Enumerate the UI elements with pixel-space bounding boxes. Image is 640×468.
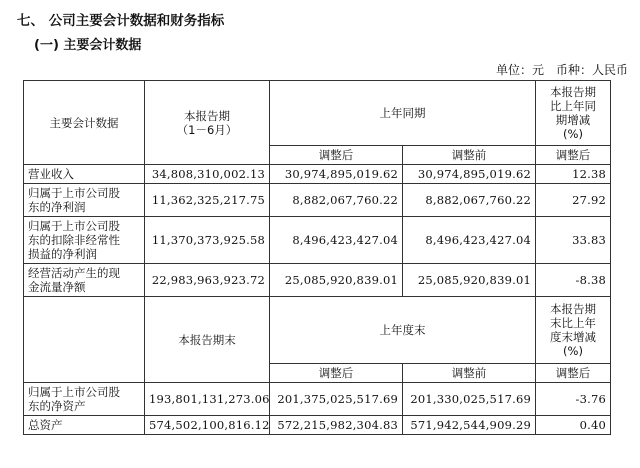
current-value: 574,502,100,816.12 [145,416,270,435]
table-row [24,217,611,264]
row-label: 归属于上市公司股 东的净资产 [24,383,145,416]
current-value: 11,370,373,925.58 [145,217,270,264]
header-prior-period: 上年同期 [270,81,536,146]
row-label: 总资产 [24,416,145,435]
current-value: 11,362,325,217.75 [145,184,270,217]
prior-adjusted-value: 8,882,067,760.22 [270,184,403,217]
subsection-heading: (一) 主要会计数据 [34,38,142,53]
table-row [24,165,611,184]
section-heading: 七、 公司主要会计数据和财务指标 [17,13,225,29]
prior-before-value: 8,496,423,427.04 [403,217,536,264]
header-change-pct: 本报告期 比上年同 期增减 (%) [536,81,611,146]
header-adjusted-after: 调整后 [270,146,403,165]
prior-adjusted-value: 25,085,920,839.01 [270,264,403,297]
header-main-data: 主要会计数据 [24,81,145,165]
change-pct-value: 0.40 [536,416,611,435]
table-row [24,184,611,217]
prior-before-value: 571,942,544,909.29 [403,416,536,435]
prior-before-value: 201,330,025,517.69 [403,383,536,416]
change-pct-value: 27.92 [536,184,611,217]
table-row [24,416,611,435]
header-adjusted-before-2: 调整前 [403,364,536,383]
change-pct-value: -3.76 [536,383,611,416]
prior-adjusted-value: 30,974,895,019.62 [270,165,403,184]
table-row [24,264,611,297]
row-label: 营业收入 [24,165,145,184]
prior-adjusted-value: 201,375,025,517.69 [270,383,403,416]
header-blank [24,297,145,383]
row-label: 经营活动产生的现 金流量净额 [24,264,145,297]
prior-adjusted-value: 8,496,423,427.04 [270,217,403,264]
header-prior-year-end: 上年度末 [270,297,536,364]
header-current-period: 本报告期 （1－6月） [145,81,270,165]
current-value: 34,808,310,002.13 [145,165,270,184]
change-pct-value: 33.83 [536,217,611,264]
header-change-adjusted: 调整后 [536,146,611,165]
row-label: 归属于上市公司股 东的扣除非经常性 损益的净利润 [24,217,145,264]
prior-adjusted-value: 572,215,982,304.83 [270,416,403,435]
current-value: 22,983,963,923.72 [145,264,270,297]
change-pct-value: -8.38 [536,264,611,297]
header-change-adjusted-2: 调整后 [536,364,611,383]
accounting-data-table [23,80,611,435]
header-change-pct-2: 本报告期 末比上年 度末增减 (%) [536,297,611,364]
header-period-end: 本报告期末 [145,297,270,383]
change-pct-value: 12.38 [536,165,611,184]
prior-before-value: 8,882,067,760.22 [403,184,536,217]
table-row [24,383,611,416]
header-adjusted-after-2: 调整后 [270,364,403,383]
header-adjusted-before: 调整前 [403,146,536,165]
current-value: 193,801,131,273.06 [145,383,270,416]
prior-before-value: 25,085,920,839.01 [403,264,536,297]
prior-before-value: 30,974,895,019.62 [403,165,536,184]
row-label: 归属于上市公司股 东的净利润 [24,184,145,217]
unit-currency-line: 单位：元 币种：人民币 [495,63,628,77]
